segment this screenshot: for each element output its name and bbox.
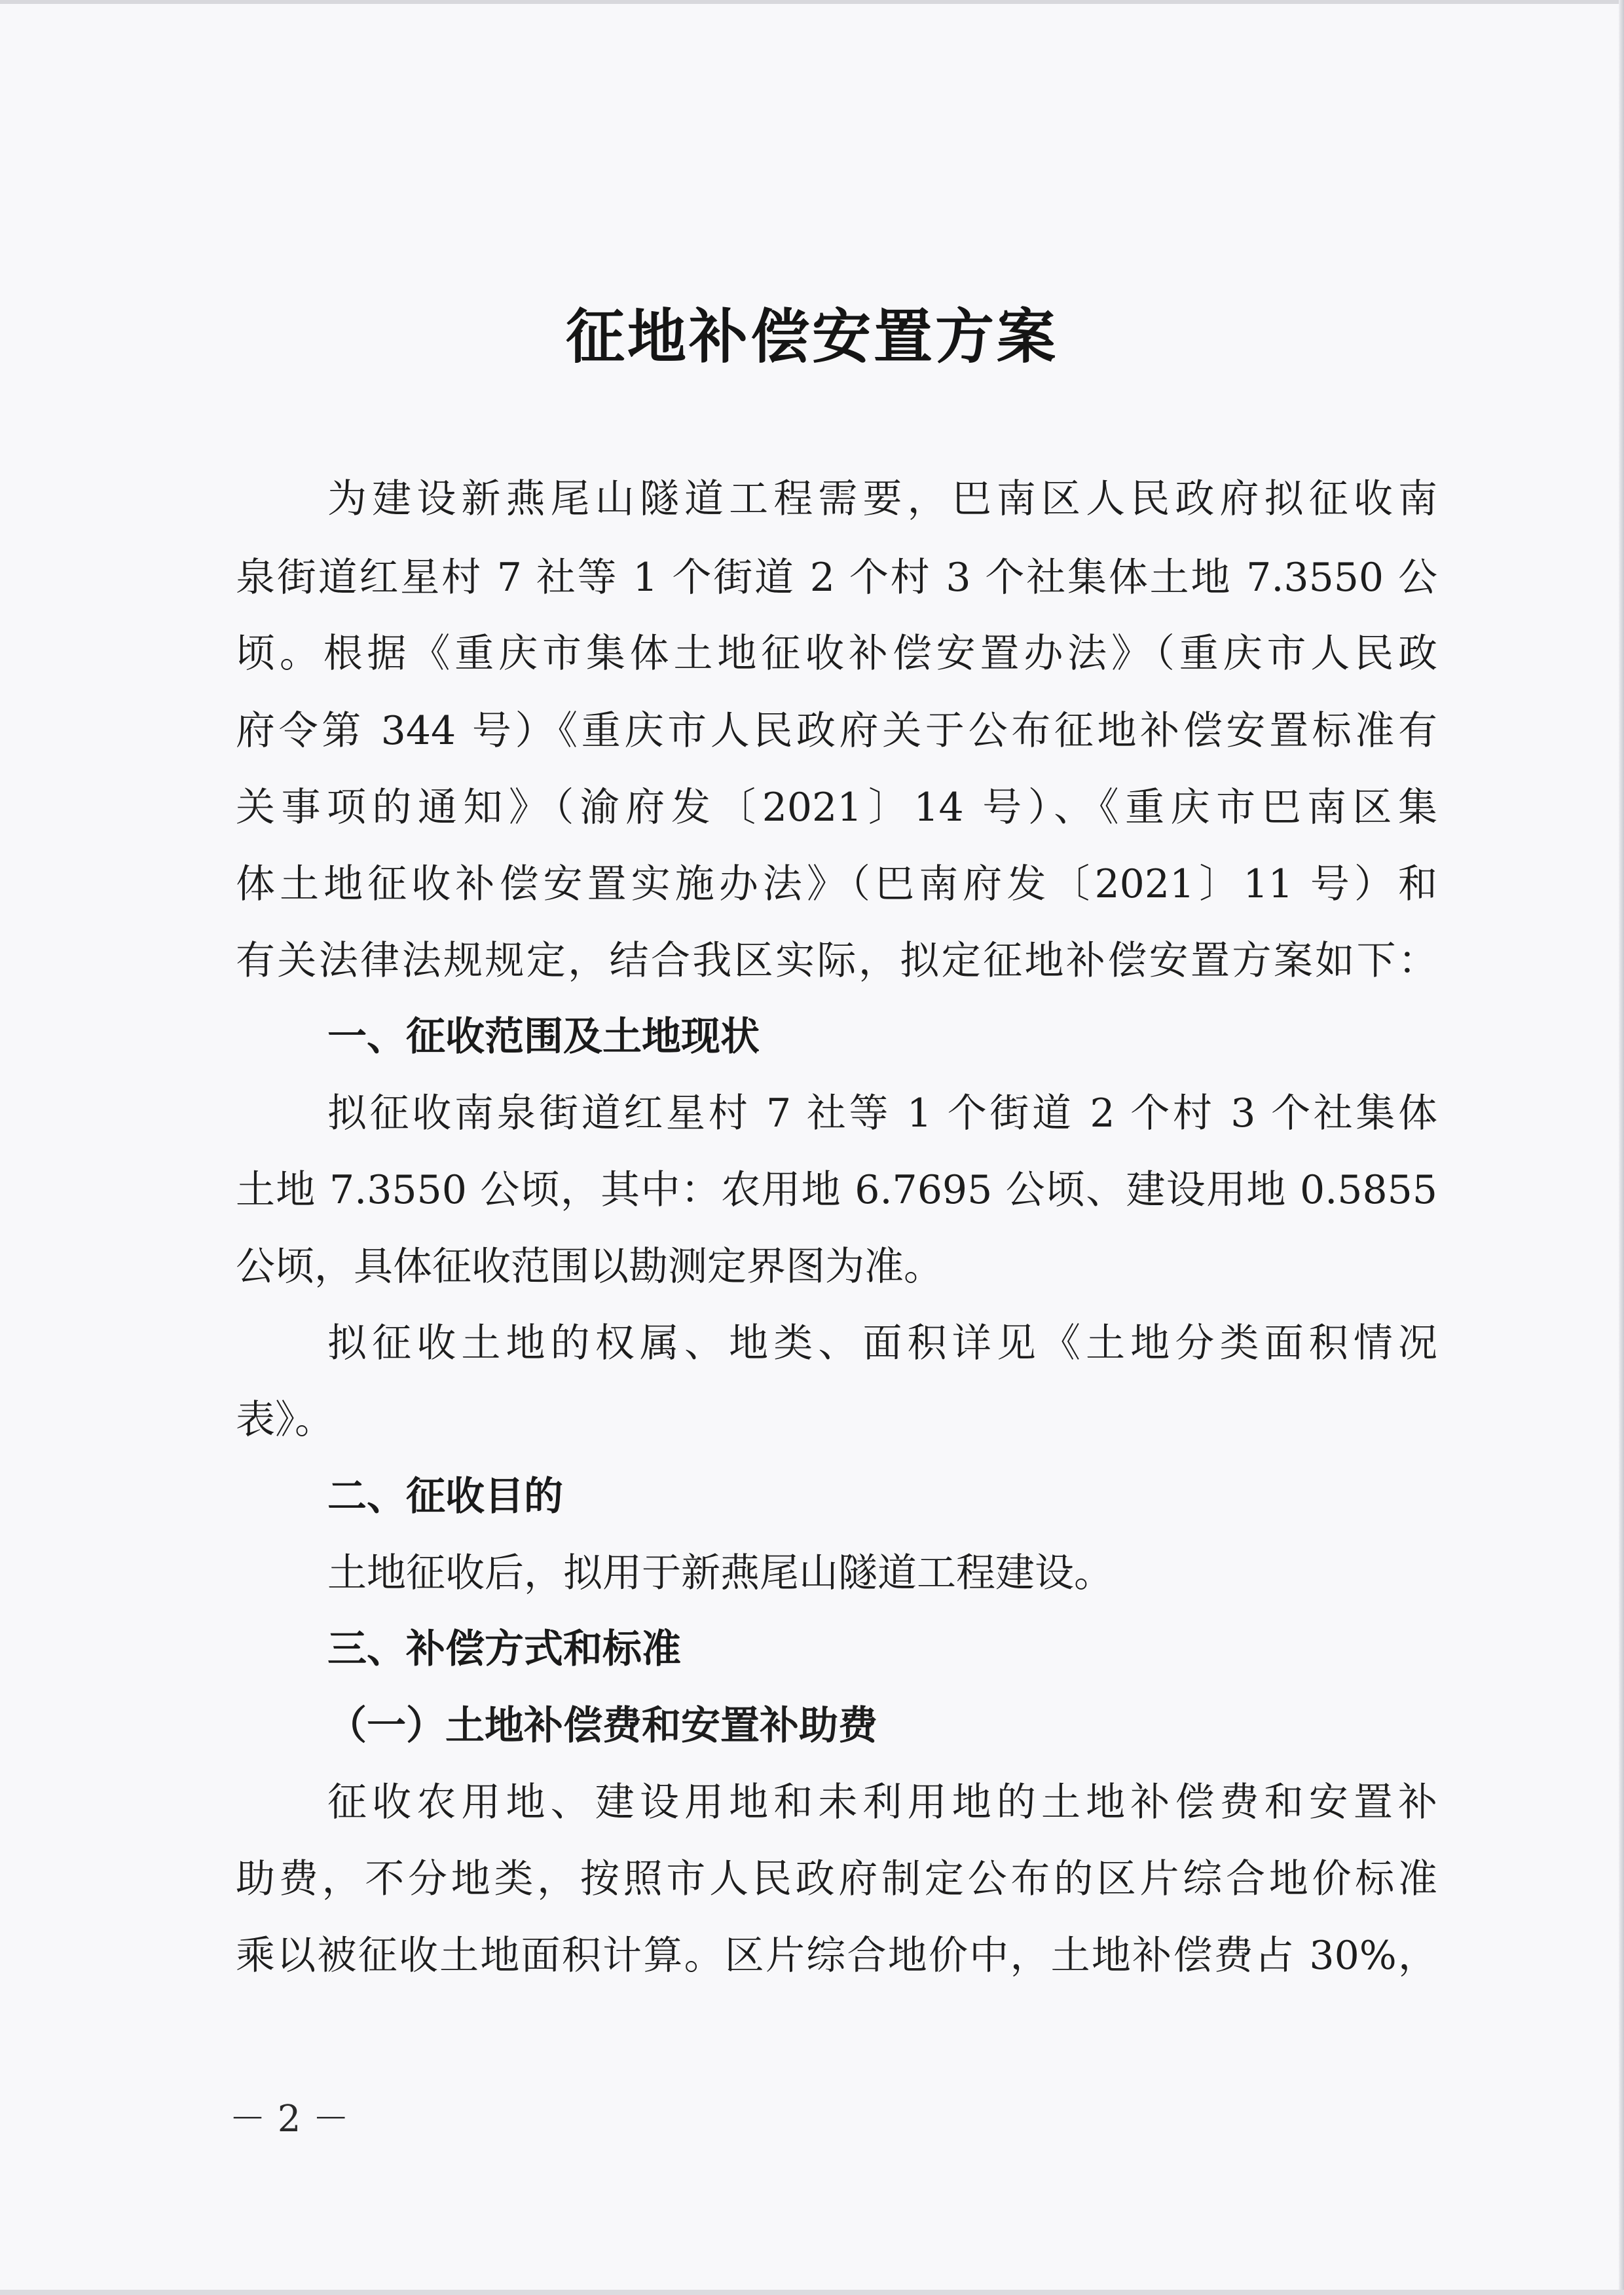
section3-para-line-3: 乘以被征收土地面积计算。区片综合地价中，土地补偿费占 30%，	[236, 1933, 1437, 1979]
intro-line-1: 为建设新燕尾山隧道工程需要，巴南区人民政府拟征收南	[327, 476, 1437, 522]
page-number: － 2 －	[229, 2098, 350, 2140]
document-title: 征地补偿安置方案	[566, 303, 1058, 371]
section2-para-line-1: 土地征收后，拟用于新燕尾山隧道工程建设。	[327, 1550, 1113, 1596]
intro-line-4: 府令第 344 号）《重庆市人民政府关于公布征地补偿安置标准有	[236, 708, 1437, 754]
scan-edge-top	[0, 0, 1624, 4]
section2-heading: 二、征收目的	[327, 1474, 563, 1520]
section1-para1-line-2: 土地 7.3550 公顷，其中：农用地 6.7695 公顷、建设用地 0.5855	[236, 1167, 1437, 1213]
intro-line-6: 体土地征收补偿安置实施办法》（巴南府发〔2021〕11 号）和	[236, 861, 1437, 907]
section1-heading: 一、征收范围及土地现状	[327, 1014, 760, 1060]
intro-line-7: 有关法律法规规定，结合我区实际，拟定征地补偿安置方案如下：	[236, 938, 1437, 984]
section3-subheading: （一）土地补偿费和安置补助费	[327, 1703, 877, 1749]
section3-para-line-1: 征收农用地、建设用地和未利用地的土地补偿费和安置补	[327, 1780, 1437, 1825]
section1-para1-line-3: 公顷，具体征收范围以勘测定界图为准。	[236, 1244, 943, 1290]
section3-heading: 三、补偿方式和标准	[327, 1626, 681, 1672]
section1-para1-line-1: 拟征收南泉街道红星村 7 社等 1 个街道 2 个村 3 个社集体	[327, 1091, 1437, 1136]
section1-para2-line-2: 表》。	[236, 1397, 334, 1443]
intro-line-3: 顷。根据《重庆市集体土地征收补偿安置办法》（重庆市人民政	[236, 631, 1437, 677]
section1-para2-line-1: 拟征收土地的权属、地类、面积详见《土地分类面积情况	[327, 1320, 1437, 1366]
scan-edge-bottom	[0, 2290, 1624, 2295]
intro-line-2: 泉街道红星村 7 社等 1 个街道 2 个村 3 个社集体土地 7.3550 公	[236, 555, 1437, 601]
section3-para-line-2: 助费，不分地类，按照市人民政府制定公布的区片综合地价标准	[236, 1856, 1437, 1902]
intro-line-5: 关事项的通知》（渝府发〔2021〕14 号）、《重庆市巴南区集	[236, 785, 1437, 830]
